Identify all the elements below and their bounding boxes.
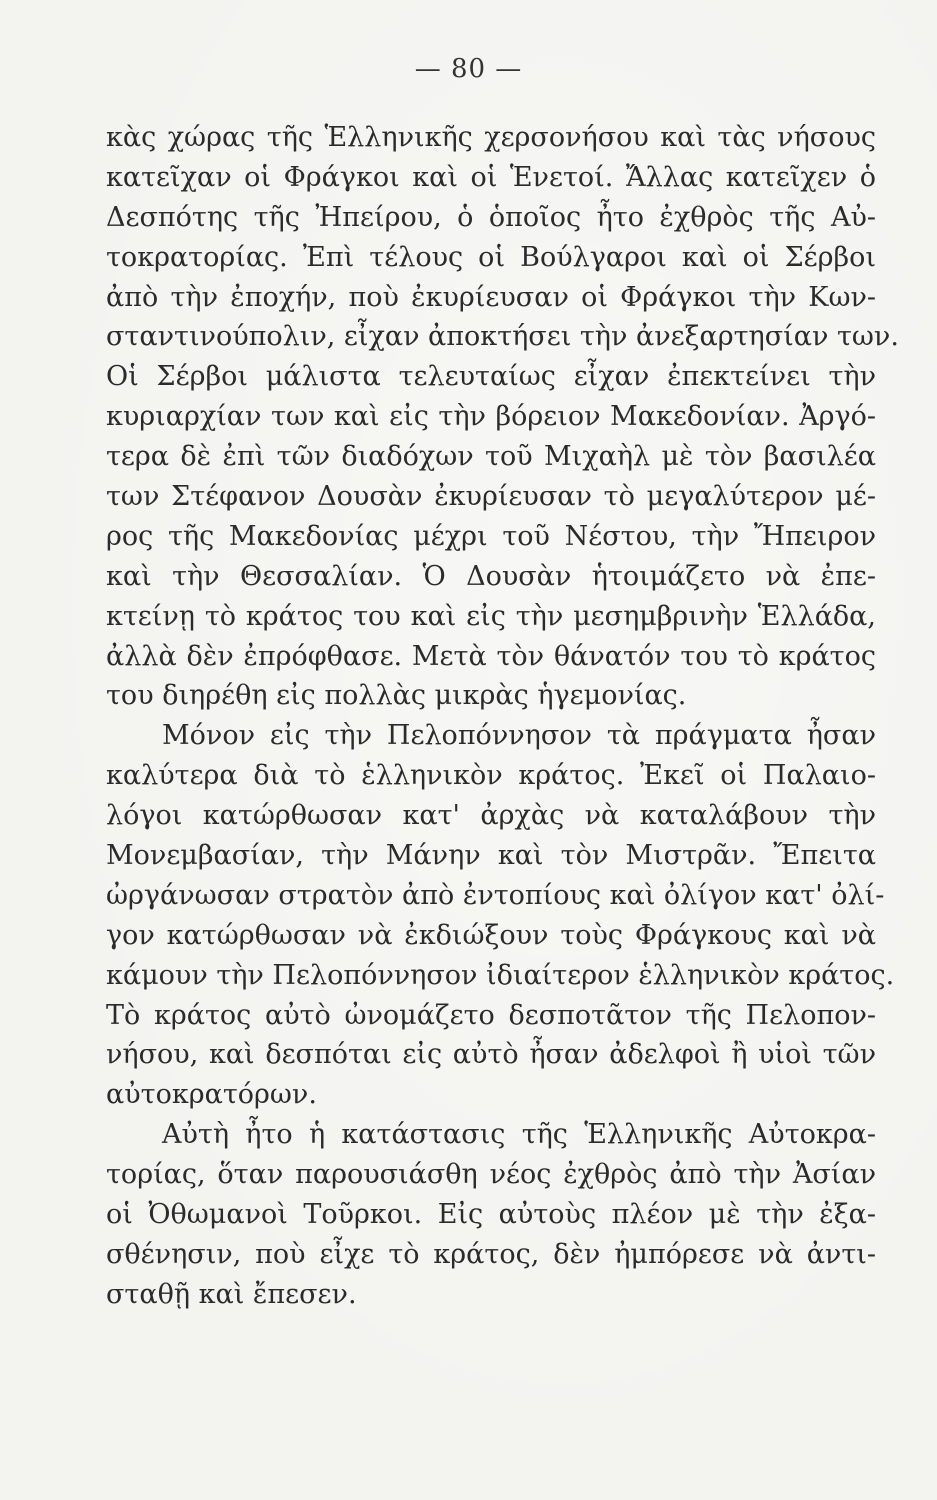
text-line-4: τοκρατορίας. Ἐπὶ τέλους οἱ Βούλγαροι καὶ οἱ Σέρβοι [106, 241, 876, 273]
text-line-6: σταντινούπολιν, εἶχαν ἀποκτήσει τὴν ἀνεξαρτησίαν των. [106, 321, 899, 353]
text-line-20: ὠργάνωσαν στρατὸν ἀπὸ ἐντοπίους καὶ ὀλίγον κατ' ὀλί- [106, 879, 885, 911]
page-number: — 80 — [414, 54, 523, 84]
text-line-18: λόγοι κατώρθωσαν κατ' ἀρχὰς νὰ καταλάβουν τὴν [106, 800, 876, 832]
text-line-21: γον κατώρθωσαν νὰ ἐκδιώξουν τοὺς Φράγκους καὶ νὰ [106, 919, 876, 951]
text-line-2: κατεῖχαν οἱ Φράγκοι καὶ οἱ Ἑνετοί. Ἄλλας κατεῖχεν ὁ [106, 161, 876, 193]
body-text [106, 118, 899, 1315]
text-line-8: κυριαρχίαν των καὶ εἰς τὴν βόρειον Μακεδονίαν. Ἀργό- [106, 401, 876, 433]
text-line-25: αὐτοκρατόρων. [106, 1079, 317, 1111]
text-line-1: κὰς χώρας τῆς Ἑλληνικῆς χερσονήσου καὶ τὰς νήσους [106, 122, 876, 153]
text-line-12: καὶ τὴν Θεσσαλίαν. Ὁ Δουσὰν ἡτοιμάζετο νὰ ἐπε- [106, 560, 876, 592]
text-line-28: οἱ Ὀθωμανοὶ Τοῦρκοι. Εἰς αὐτοὺς πλέον μὲ τὴν ἐξα- [106, 1199, 876, 1231]
text-line-5: ἀπὸ τὴν ἐποχήν, ποὺ ἐκυρίευσαν οἱ Φράγκοι τὴν Κων- [106, 281, 876, 313]
text-line-29: σθένησιν, ποὺ εἶχε τὸ κράτος, δὲν ἠμπόρεσε νὰ ἀντι- [106, 1238, 876, 1270]
text-line-7: Οἱ Σέρβοι μάλιστα τελευταίως εἶχαν ἐπεκτείνει τὴν [106, 361, 876, 393]
text-line-22: κάμουν τὴν Πελοπόννησον ἰδιαίτερον ἑλληνικὸν κράτος. [106, 959, 895, 991]
text-line-17: καλύτερα διὰ τὸ ἑλληνικὸν κράτος. Ἐκεῖ οἱ Παλαιο- [106, 760, 876, 792]
text-line-9: τερα δὲ ἐπὶ τῶν διαδόχων τοῦ Μιχαὴλ μὲ τὸν βασιλέα [106, 441, 876, 473]
text-line-11: ρος τῆς Μακεδονίας μέχρι τοῦ Νέστου, τὴν Ἤπειρον [106, 520, 876, 552]
text-line-24: νήσου, καὶ δεσπόται εἰς αὐτὸ ἦσαν ἀδελφοὶ ἢ υἱοὶ τῶν [106, 1039, 876, 1071]
text-line-16: Μόνον εἰς τὴν Πελοπόννησον τὰ πράγματα ἦσαν [162, 720, 876, 752]
text-line-13: κτείνῃ τὸ κράτος του καὶ εἰς τὴν μεσημβρινὴν Ἑλλάδα, [106, 600, 876, 632]
text-line-14: ἀλλὰ δὲν ἐπρόφθασε. Μετὰ τὸν θάνατόν του τὸ κράτος [106, 640, 876, 672]
text-line-30: σταθῇ καὶ ἔπεσεν. [106, 1278, 357, 1310]
text-line-3: Δεσπότης τῆς Ἠπείρου, ὁ ὁποῖος ἦτο ἐχθρὸς τῆς Αὐ- [106, 201, 876, 233]
text-line-27: τορίας, ὅταν παρουσιάσθη νέος ἐχθρὸς ἀπὸ τὴν Ἀσίαν [106, 1159, 876, 1191]
text-line-15: του διηρέθη εἰς πολλὰς μικρὰς ἡγεμονίας. [106, 680, 687, 712]
text-line-19: Μονεμβασίαν, τὴν Μάνην καὶ τὸν Μιστρᾶν. Ἔπειτα [106, 840, 876, 872]
text-line-26: Αὐτὴ ἦτο ἡ κατάστασις τῆς Ἑλληνικῆς Αὐτοκρα- [162, 1119, 876, 1151]
text-line-23: Τὸ κράτος αὐτὸ ὠνομάζετο δεσποτᾶτον τῆς Πελοπον- [106, 999, 876, 1031]
text-line-10: των Στέφανον Δουσὰν ἐκυρίευσαν τὸ μεγαλύτερον μέ- [106, 481, 876, 513]
